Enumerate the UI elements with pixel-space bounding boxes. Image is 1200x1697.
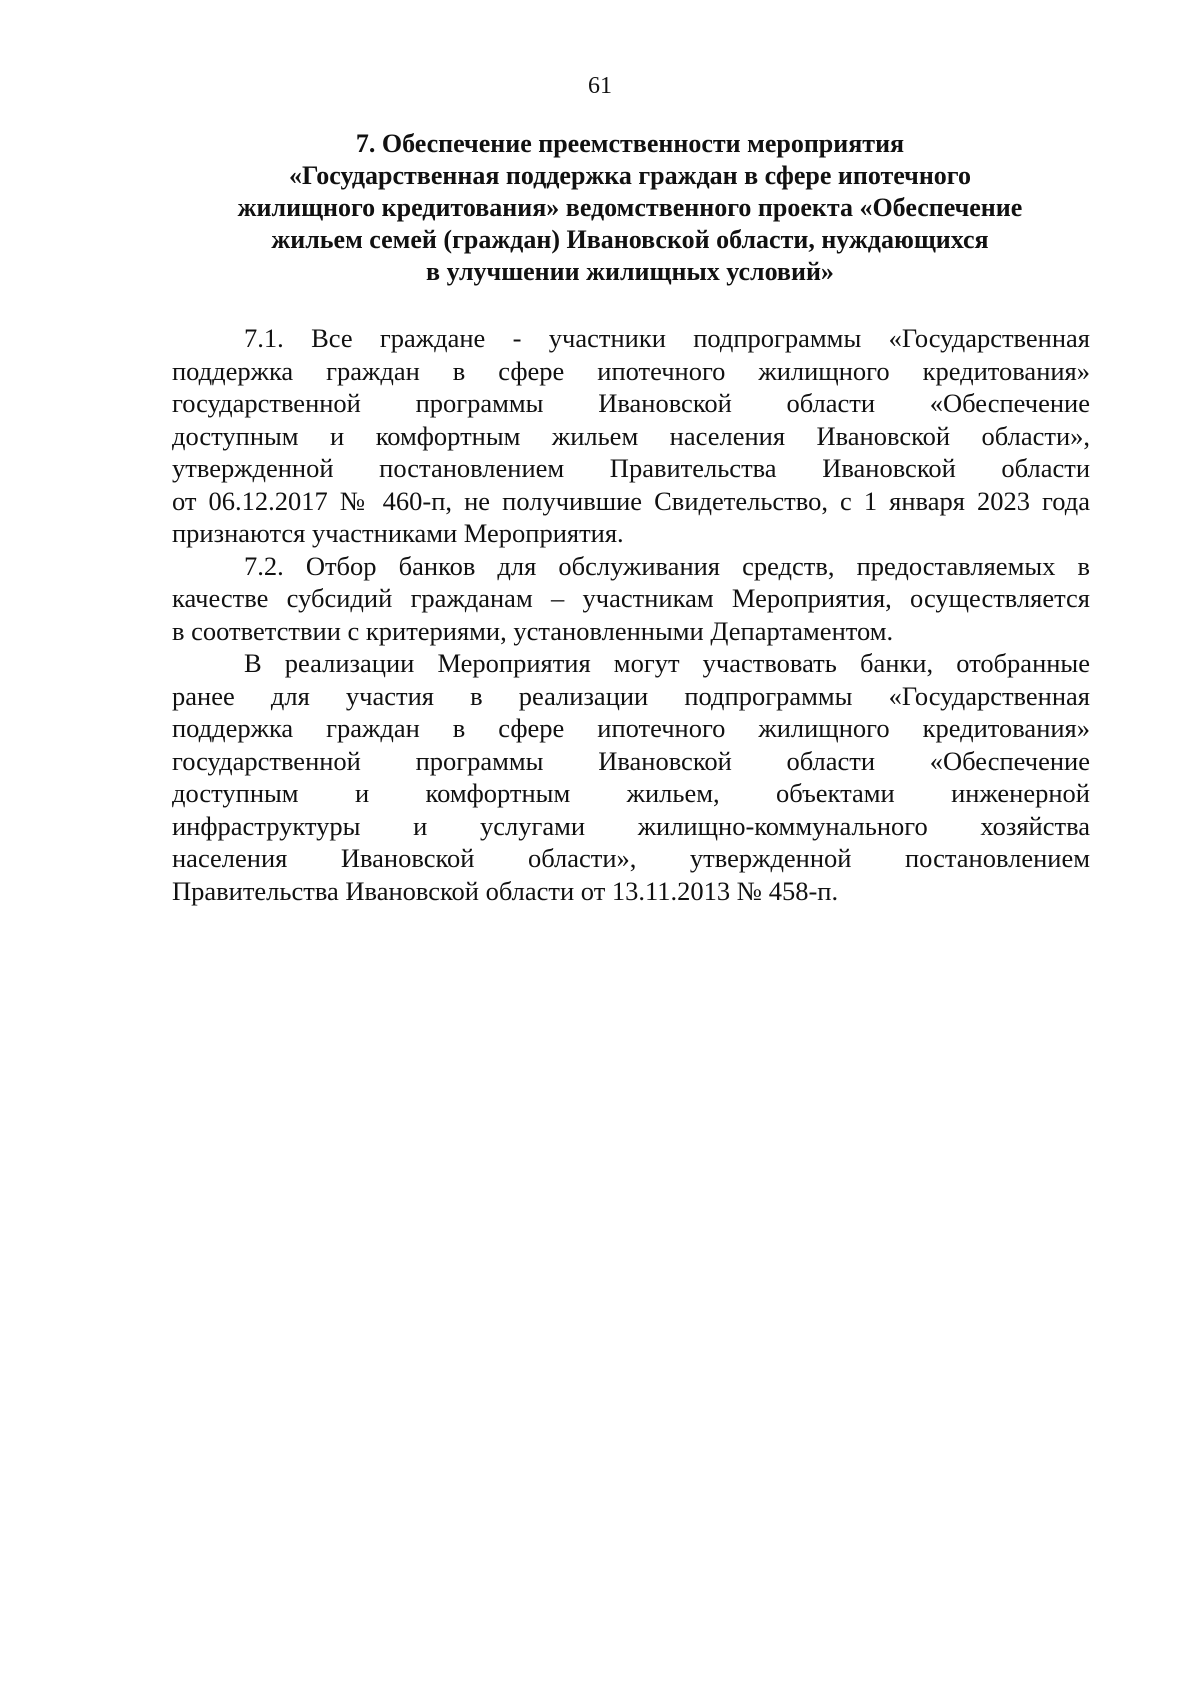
paragraph-7-1 bbox=[172, 322, 1090, 550]
paragraph-line: доступным и комфортным жильем населения Ивановской области», bbox=[172, 420, 1090, 451]
paragraph-7-2 bbox=[172, 550, 1090, 648]
document-body bbox=[172, 322, 1090, 907]
paragraph-line: признаются участниками Мероприятия. bbox=[172, 518, 624, 548]
section-heading bbox=[150, 128, 1110, 288]
paragraph-banks bbox=[172, 647, 1090, 907]
paragraph-line: Правительства Ивановской области от 13.11.2013 № 458-п. bbox=[172, 875, 839, 906]
heading-line: жильем семей (граждан) Ивановской области, нуждающихся bbox=[271, 225, 989, 254]
paragraph-line: поддержка граждан в сфере ипотечного жилищного кредитования» bbox=[172, 713, 1090, 743]
paragraph-line: населения Ивановской области», утвержденной постановлением bbox=[172, 843, 1090, 873]
paragraph-line: в соответствии с критериями, установленными Департаментом. bbox=[172, 615, 894, 646]
paragraph-line: ранее для участия в реализации подпрограммы «Государственная bbox=[172, 680, 1090, 711]
paragraph-line: 7.1. Все граждане - участники подпрограммы «Государственная bbox=[244, 323, 1090, 353]
page-number: 61 bbox=[588, 73, 612, 99]
paragraph-line: В реализации Мероприятия могут участвовать банки, отобранные bbox=[244, 648, 1090, 678]
paragraph-line: государственной программы Ивановской области «Обеспечение bbox=[172, 388, 1090, 418]
paragraph-line: государственной программы Ивановской области «Обеспечение bbox=[172, 745, 1090, 776]
heading-line: жилищного кредитования» ведомственного проекта «Обеспечение bbox=[237, 193, 1023, 222]
paragraph-line: качестве субсидий гражданам – участникам Мероприятия, осуществляется bbox=[172, 583, 1090, 613]
heading-line: в улучшении жилищных условий» bbox=[426, 257, 834, 286]
paragraph-line: доступным и комфортным жильем, объектами инженерной bbox=[172, 778, 1090, 808]
paragraph-line: 7.2. Отбор банков для обслуживания средств, предоставляемых в bbox=[244, 550, 1090, 581]
heading-line: «Государственная поддержка граждан в сфере ипотечного bbox=[289, 161, 971, 190]
paragraph-line: утвержденной постановлением Правительства Ивановской области bbox=[172, 453, 1090, 483]
paragraph-line: поддержка граждан в сфере ипотечного жилищного кредитования» bbox=[172, 355, 1090, 386]
paragraph-line: инфраструктуры и услугами жилищно-коммунального хозяйства bbox=[172, 810, 1090, 841]
paragraph-line: от 06.12.2017 № 460-п, не получившие Свидетельство, с 1 января 2023 года bbox=[172, 485, 1090, 516]
heading-line: 7. Обеспечение преемственности мероприятия bbox=[355, 129, 905, 158]
